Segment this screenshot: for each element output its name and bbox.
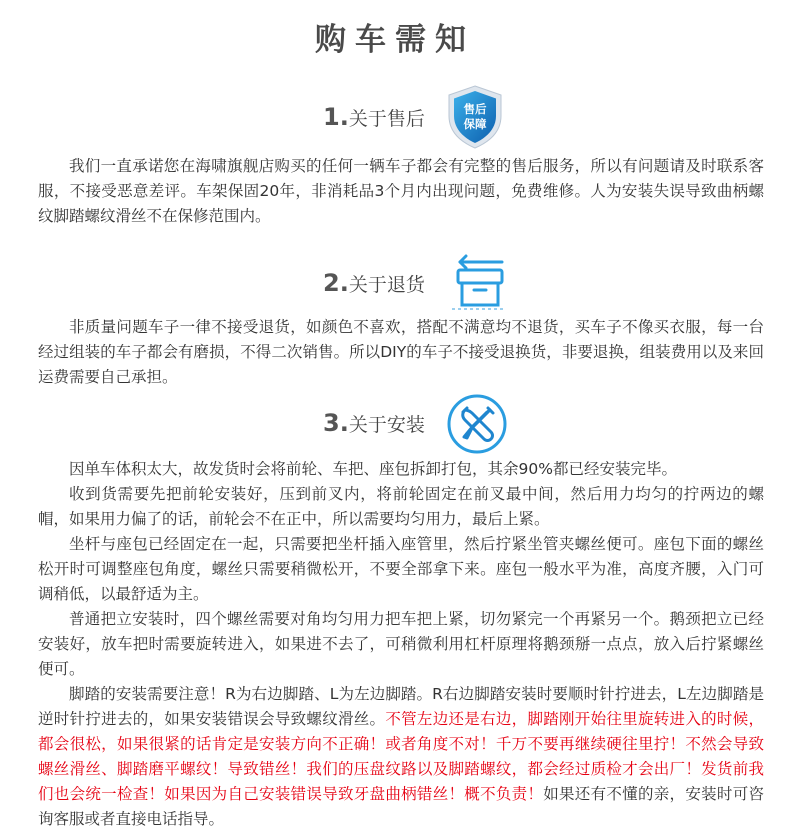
badge-text-line2: 保障 [463, 117, 487, 131]
paragraph: 我们一直承诺您在海啸旗舰店购买的任何一辆车子都会有完整的售后服务，所以有问题请及时联系客服，不接受恶意差评。车架保固20年，非消耗品3个月内出现问题，免费维修。人为安装失误导致曲柄螺纹脚踏螺纹滑丝不在保修范围内。 [38, 157, 764, 225]
paragraph: 因单车体积太大，故发货时会将前轮、车把、座包拆卸打包，其余90%都已经安装完毕。 [69, 460, 677, 478]
section-installation-header [0, 391, 790, 461]
section-number: 2. [323, 269, 349, 297]
pedal-note: 脚踏的安装需要注意！R为右边脚踏、L为左边脚踏。R右边脚踏安装时要顺时针拧进去，L左边脚踏是逆时针拧进去的，如果安装错误会导致螺纹滑丝。 [38, 685, 764, 728]
section-heading [323, 409, 425, 437]
return-box-icon [446, 250, 512, 312]
section-heading-text: 关于退货 [348, 274, 425, 296]
paragraph: 普通把立安装时，四个螺丝需要对角均匀用力把车把上紧，切勿紧完一个再紧另一个。鹅颈把立已经安装好，放车把时需要旋转进入，如果进不去了，可稍微利用杠杆原理将鹅颈掰一点点，放入后拧紧螺丝便可。 [38, 610, 764, 678]
pedal-warning-red: 不管左边还是右边，脚踏刚开始往里旋转进入的时候，都会很松，如果很紧的话肯定是安装方向不正确！或者角度不对！千万不要再继续硬往里拧！不然会导致螺丝滑丝、脚踏磨平螺纹！导致错丝！我们的压盘纹路以及脚踏螺纹，都会经过质检才会出厂！发货前我们也会统一检查！如果因为自己安装错误导致牙盘曲柄错丝！概不负责！ [38, 710, 764, 803]
section-after-sales-header [0, 84, 790, 154]
paragraph: 收到货需要先把前轮安装好，压到前叉内，将前轮固定在前叉最中间，然后用力均匀的拧两边的螺帽，如果用力偏了的话，前轮会不在正中，所以需要均匀用力，最后上紧。 [38, 485, 764, 528]
paragraph-pedal-warning [38, 682, 764, 831]
section-heading-text: 关于安装 [348, 414, 425, 436]
pedal-contact-note: 如果还有不懂的亲，安装时可咨询客服或者直接电话指导。 [38, 785, 764, 828]
page-title: 购车需知 [315, 22, 475, 58]
paragraph: 非质量问题车子一律不接受退货，如颜色不喜欢，搭配不满意均不退货，买车子不像买衣服，每一台经过组装的车子都会有磨损，不得二次销售。所以DIY的车子不接受退换货，非要退换，组装费用以及来回运费需要自己承担。 [38, 318, 764, 386]
section-number: 3. [323, 409, 349, 437]
after-sales-shield-icon [445, 84, 505, 150]
section-installation-body [38, 457, 764, 831]
section-returns-body [38, 315, 764, 390]
section-heading-text: 关于售后 [348, 108, 425, 130]
section-returns-header [0, 246, 790, 316]
section-heading [323, 269, 425, 297]
paragraph: 坐杆与座包已经固定在一起，只需要把坐杆插入座管里，然后拧紧坐管夹螺丝便可。座包下面的螺丝松开时可调整座包角度，螺丝只需要稍微松开，不要全部拿下来。座包一般水平为准，高度齐腰，入门可调稍低，以最舒适为主。 [38, 535, 764, 603]
wrench-screwdriver-icon [446, 393, 508, 455]
badge-text-line1: 售后 [463, 102, 487, 116]
section-heading [323, 103, 425, 131]
section-number: 1. [323, 103, 349, 131]
section-after-sales-body [38, 154, 764, 229]
